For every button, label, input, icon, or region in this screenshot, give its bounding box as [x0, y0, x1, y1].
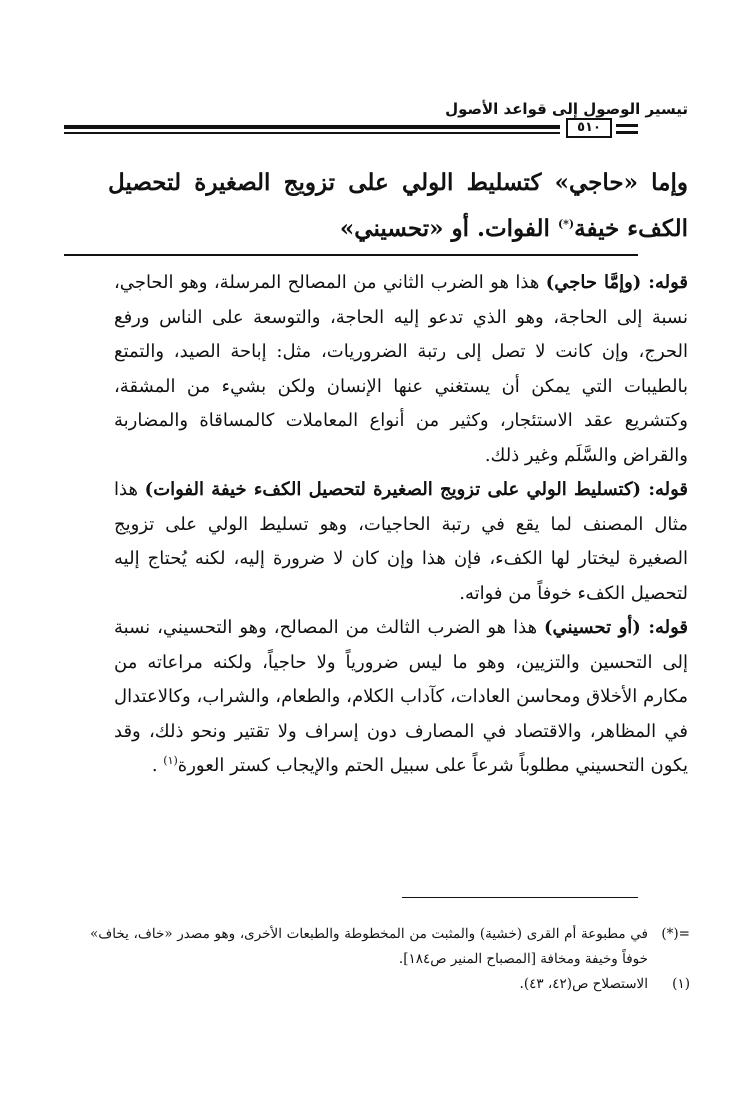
footnote	[90, 972, 690, 997]
matn-text-part: الفوات. أو «تحسيني»	[339, 215, 558, 242]
commentary	[114, 266, 688, 784]
header-rule-thin	[64, 132, 560, 134]
footnote-text: الاستصلاح ص(٤٢، ٤٣).	[519, 976, 648, 992]
footnotes	[90, 922, 690, 997]
matn-divider	[64, 254, 638, 256]
page-number: ٥١٠	[566, 118, 612, 138]
commentary-label: قوله:	[640, 617, 689, 638]
commentary-paragraph	[114, 611, 688, 784]
footnote	[90, 922, 690, 972]
commentary-paragraph	[114, 266, 688, 473]
footnote-divider	[402, 897, 638, 898]
commentary-label: قوله:	[641, 479, 689, 500]
commentary-text: هذا هو الضرب الثاني من المصالح المرسلة، وهو الحاجي، نسبة إلى الحاجة، وهو الذي تدعو إليه الحاجة، والتوسعة على الناس ورفع الحرج، وإن كانت لا تصل إلى رتبة الضروريات، مثل: إباحة الصيد، والتمتع بالطيبات التي يمكن أن يستغني عنها الإنسان ولكن بشيء من المشقة، وكتشريع عقد الاستئجار، وكثير من أنواع المعاملات كالمساقاة والمضاربة والقراض والسَّلَم وغير ذلك.	[114, 272, 688, 466]
commentary-paragraph	[114, 473, 688, 611]
page-number-ornament	[616, 131, 638, 134]
header-rule	[64, 125, 560, 129]
footnote-ref-star[interactable]: (*)	[557, 217, 575, 231]
book-title: تيسير الوصول إلى قواعد الأصول	[445, 100, 688, 118]
footnote-text: في مطبوعة أم القرى (خشية) والمثبت من المخطوطة والطبعات الأخرى، وهو مصدر «خاف، يخاف» خوفاً وخيفة ومخافة [المصباح المنير ص١٨٤].	[90, 926, 648, 967]
footnote-mark: =(*)	[661, 926, 690, 942]
footnote-ref-1[interactable]: (١)	[163, 754, 178, 767]
commentary-quote: (كتسليط الولي على تزويج الصغيرة لتحصيل الكفء خيفة الفوات)	[144, 479, 642, 500]
matn-text-part: وإما «حاجي» كتسليط الولي على تزويج الصغيرة لتحصيل الكفء خيفة	[108, 169, 688, 242]
footnote-mark: (١)	[672, 976, 690, 992]
commentary-label: قوله:	[641, 272, 688, 293]
commentary-text-end: .	[151, 755, 164, 776]
commentary-text: هذا مثال المصنف لما يقع في رتبة الحاجيات، وهو تسليط الولي على تزويج الصغيرة ليختار لها الكفء، فإن هذا وإن كان لا ضرورة إليه، لكنه يُحتاج إليه لتحصيل الكفء خوفاً من فواته.	[114, 479, 688, 604]
commentary-quote: (وإمَّا حاجي)	[545, 272, 642, 293]
commentary-text: هذا هو الضرب الثالث من المصالح، وهو التحسيني، نسبة إلى التحسين والتزيين، وهو ما ليس ضرورياً ولا حاجياً، ولكنه مراعاته من مكارم الأخلاق ومحاسن العادات، كآداب الكلام، والطعام، والشراب، وكالاعتدال في المظاهر، والاقتصاد في المصارف دون إسراف ولا تقتير ونحو ذلك، وقد يكون التحسيني مطلوباً شرعاً على سبيل الحتم والإيجاب كستر العورة	[114, 617, 688, 776]
matn-text	[108, 160, 688, 252]
page-number-ornament	[616, 124, 638, 127]
commentary-quote: (أو تحسيني)	[544, 617, 641, 638]
